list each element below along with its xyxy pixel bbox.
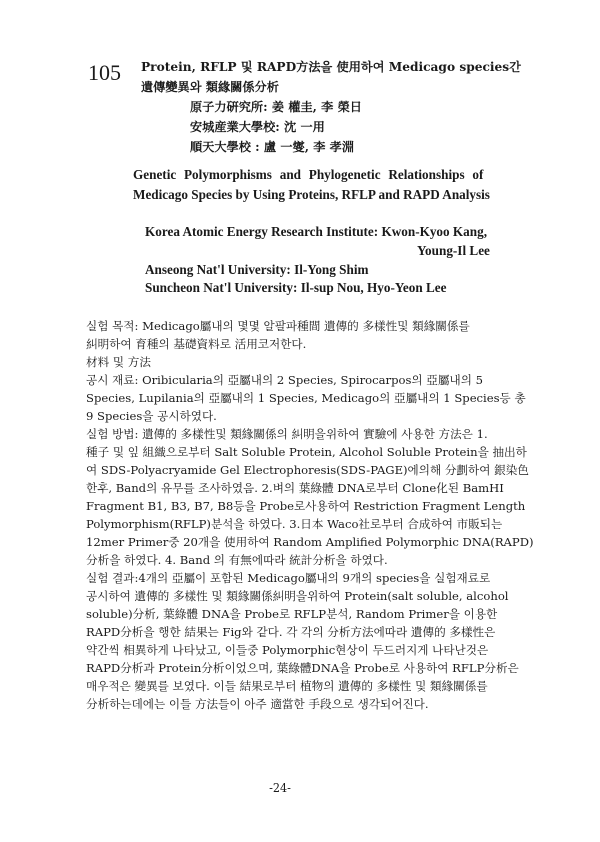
body-line: 실험 목적: Medicago屬내의 몇몇 알팔파種間 遺傳的 多樣性및 類緣關係를 bbox=[86, 319, 470, 333]
korean-author-line: 原子力硏究所: 姜 權圭, 李 榮日 bbox=[190, 100, 362, 114]
body-line: 실험 방법: 遺傳的 多樣性및 類緣關係의 糾明을위하여 實驗에 사용한 方法은 1. bbox=[86, 427, 488, 441]
body-line: 種子 및 잎 組織으로부터 Salt Soluble Protein, Alcohol Soluble Protein을 抽出하 bbox=[86, 445, 527, 459]
page-number: -24- bbox=[269, 781, 291, 795]
section-heading: 材料 및 方法 bbox=[86, 355, 151, 369]
english-title-line: Genetic Polymorphisms and Phylogenetic Relationships of bbox=[133, 167, 484, 182]
body-line: 分析하는데에는 이들 方法들이 아주 適當한 手段으로 생각되어진다. bbox=[86, 697, 429, 711]
body-line: 매우적은 變異를 보였다. 이들 結果로부터 植物의 遺傳的 多樣性 및 類緣關係를 bbox=[86, 679, 488, 693]
body-line: RAPD分析과 Protein分析이었으며, 葉綠體DNA을 Probe로 사용하여 RFLP分析은 bbox=[86, 661, 519, 675]
body-line: 9 Species을 공시하였다. bbox=[86, 409, 217, 423]
body-line: 공시하여 遺傳的 多樣性 및 類緣關係糾明을위하여 Protein(salt soluble, alcohol bbox=[86, 589, 509, 603]
body-line: Species, Lupilania의 亞屬내의 1 Species, Medicago의 亞屬내의 1 Species등 총 bbox=[86, 391, 526, 405]
body-line: 한후, Band의 유무를 조사하였음. 2.벼의 葉綠體 DNA로부터 Clone化된 BamHI bbox=[86, 481, 504, 495]
korean-title-line-2: 遺傳變異와 類緣關係分析 bbox=[141, 80, 279, 94]
body-line: 여 SDS-Polyacryamide Gel Electrophoresis(SDS-PAGE)에의해 分劃하여 銀染色 bbox=[86, 463, 529, 477]
korean-author-line: 安城産業大學校: 沈 一用 bbox=[190, 120, 325, 134]
korean-author-line: 順天大學校 : 盧 一燮, 李 孝淵 bbox=[190, 140, 355, 154]
english-author-line: Suncheon Nat'l University: Il-sup Nou, Hyo-Yeon Lee bbox=[145, 280, 447, 295]
body-line: 12mer Primer중 20개을 使用하여 Random Amplified Polymorphic DNA(RAPD) bbox=[86, 535, 534, 549]
body-line: 糾明하여 育種의 基礎資料로 活用코저한다. bbox=[86, 337, 307, 351]
body-line: soluble)分析, 葉綠體 DNA을 Probe로 RFLP분석, Random Primer을 이용한 bbox=[86, 607, 498, 621]
english-author-line: Young-Il Lee bbox=[417, 243, 490, 258]
paper-number: 105 bbox=[88, 60, 121, 85]
body-line: 약간씩 相異하게 나타났고, 이들중 Polymorphic현상이 두드러지게 나타난것은 bbox=[86, 643, 489, 657]
body-line: 공시 재료: Oribicularia의 亞屬내의 2 Species, Spirocarpos의 亞屬내의 5 bbox=[86, 373, 483, 387]
body-line: Polymorphism(RFLP)분석을 하였다. 3.日本 Waco社로부터 合成하여 市販되는 bbox=[86, 517, 503, 531]
body-line: RAPD分析을 행한 結果는 Fig와 같다. 각 각의 分析方法에따라 遺傳的 多樣性은 bbox=[86, 625, 496, 639]
english-author-line: Korea Atomic Energy Research Institute: Kwon-Kyoo Kang, bbox=[145, 224, 487, 239]
korean-title-line-1: Protein, RFLP 및 RAPD方法을 使用하여 Medicago species간 bbox=[141, 60, 521, 74]
body-line: 실험 결과:4개의 亞屬이 포함된 Medicago屬내의 9개의 species을 실험재료로 bbox=[86, 571, 491, 585]
english-title-line: Medicago Species by Using Proteins, RFLP and RAPD Analysis bbox=[133, 187, 490, 202]
body-line: 分析을 하였다. 4. Band 의 有無에따라 統計分析을 하였다. bbox=[86, 553, 388, 567]
body-line: Fragment B1, B3, B7, B8등을 Probe로사용하여 Restriction Fragment Length bbox=[86, 499, 526, 513]
english-author-line: Anseong Nat'l University: Il-Yong Shim bbox=[145, 262, 369, 277]
